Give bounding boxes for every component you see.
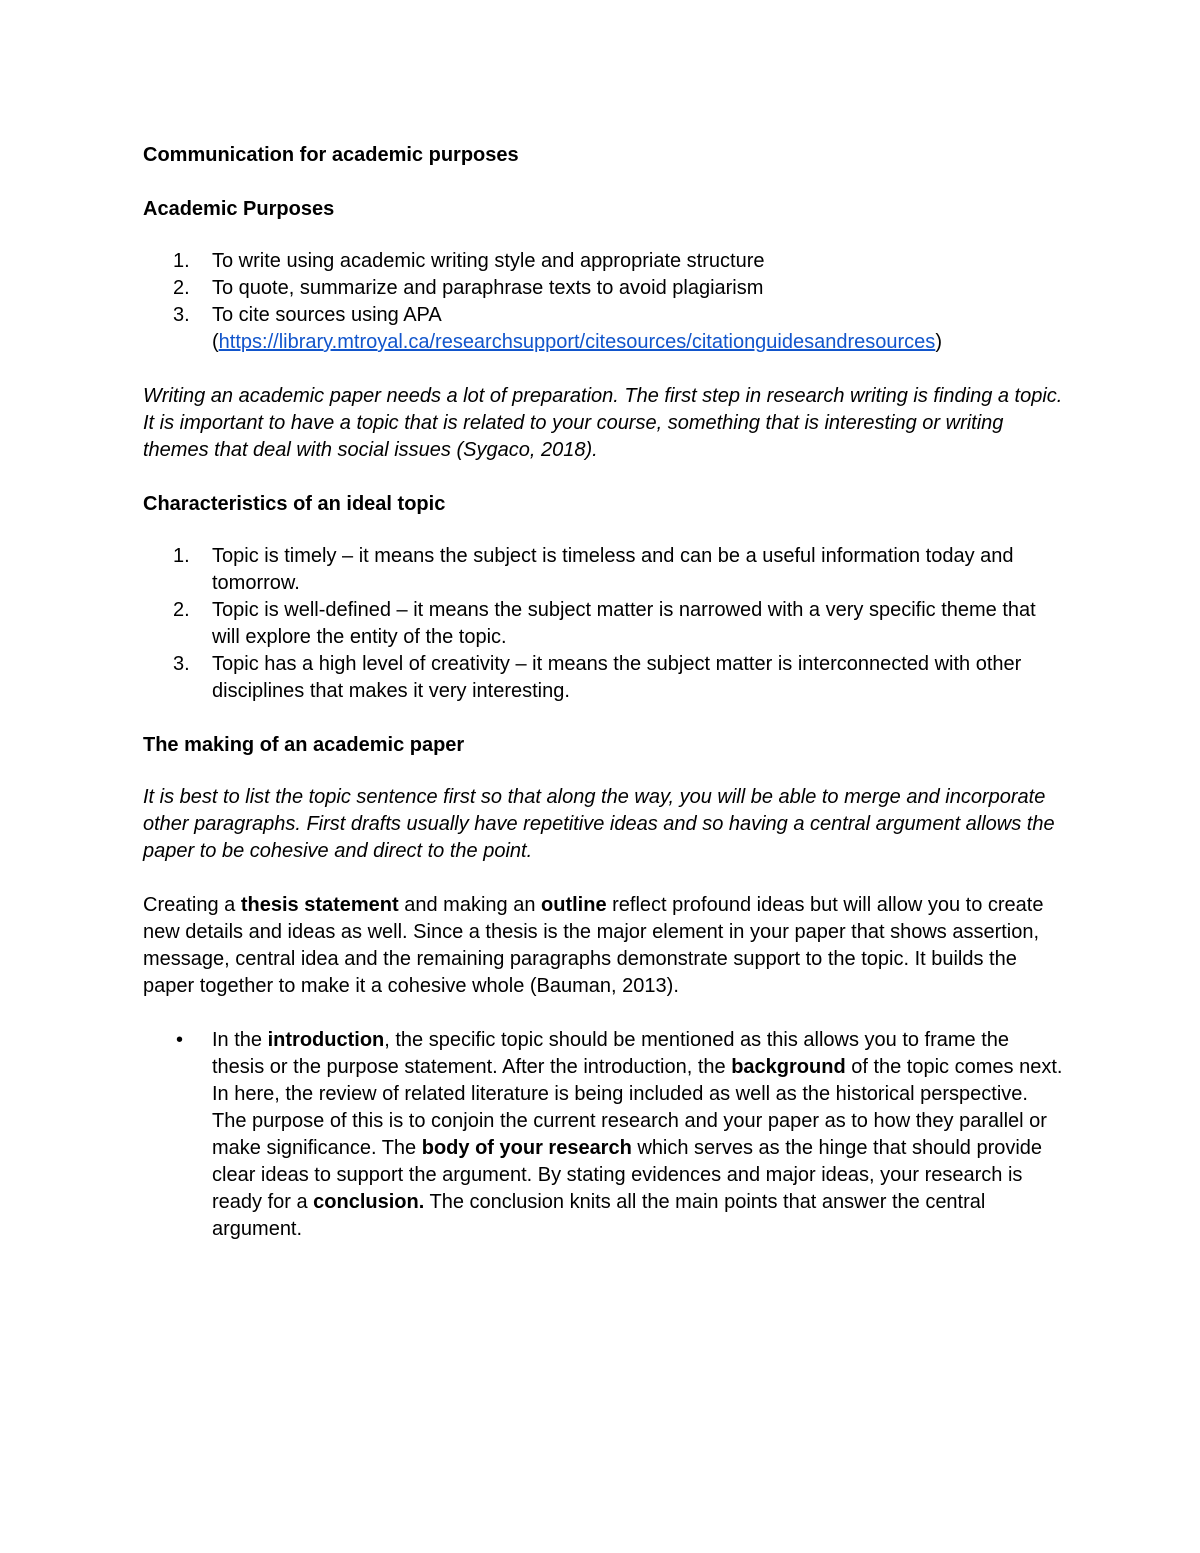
list-number: 2. <box>173 277 190 299</box>
list-item <box>143 651 1063 705</box>
list-item <box>143 543 1063 597</box>
list-item <box>143 302 1063 356</box>
apa-guide-link[interactable]: https://library.mtroyal.ca/researchsupport/citesources/citationguidesandresources <box>218 331 936 353</box>
list-item-text: Topic is timely – it means the subject is timeless and can be a useful information today and tomorrow. <box>212 545 1014 594</box>
academic-purposes-heading: Academic Purposes <box>143 198 335 220</box>
list-item-text: To quote, summarize and paraphrase texts to avoid plagiarism <box>212 277 764 299</box>
thesis-paragraph <box>143 892 1063 1000</box>
list-item-text: Topic is well-defined – it means the subject matter is narrowed with a very specific theme that will explore the entity of the topic. <box>212 599 1036 648</box>
making-paragraph: It is best to list the topic sentence first so that along the way, you will be able to merge and incorporate other paragraphs. First drafts usually have repetitive ideas and so having a central argument allows the paper to be cohesive and direct to the point. <box>143 786 1055 862</box>
list-number: 1. <box>173 250 190 272</box>
list-number: 3. <box>173 304 190 326</box>
text-run: , the specific topic should be mentioned as this allows you to frame the thesis or the purpose statement. After the introduction, the <box>212 1029 1010 1078</box>
bullet-item <box>143 1027 1063 1243</box>
list-item-text: Topic has a high level of creativity – it means the subject matter is interconnected with other disciplines that makes it very interesting. <box>212 653 1022 702</box>
list-item <box>143 275 1063 302</box>
text-run: of the topic comes next. In here, the review of related literature is being included as well as the historical perspective. The purpose of this is to conjoin the current research and your paper as to how they parallel or make significance. The <box>212 1056 1063 1159</box>
intro-paragraph: Writing an academic paper needs a lot of preparation. The first step in research writing is finding a topic. It is important to have a topic that is related to your course, something that is interesting or writing themes that deal with social issues (Sygaco, 2018). <box>143 385 1063 461</box>
bullet-icon: • <box>176 1029 184 1051</box>
bold-term-body-of-research: body of your research <box>421 1137 632 1159</box>
bold-term-background: background <box>731 1056 846 1078</box>
list-number: 3. <box>173 653 190 675</box>
academic-purposes-list <box>143 248 1063 356</box>
list-item-text: To cite sources using APA <box>212 304 442 326</box>
text-run: and making an <box>398 894 542 916</box>
apa-open-paren: ( <box>212 331 219 353</box>
paper-structure-list <box>143 1027 1063 1243</box>
making-heading: The making of an academic paper <box>143 734 465 756</box>
list-item <box>143 248 1063 275</box>
text-run: reflect profound ideas but will allow you to create new details and ideas as well. Since a thesis is the major element in your paper that shows assertion, message, central idea and the remaining paragraphs demonstrate support to the topic. It builds the paper together to make it a cohesive whole (Bauman, 2013). <box>143 894 1044 997</box>
characteristics-list <box>143 543 1063 705</box>
bold-term-conclusion: conclusion. <box>313 1191 425 1213</box>
apa-close-paren: ) <box>935 331 942 353</box>
text-run: which serves as the hinge that should provide clear ideas to support the argument. By stating evidences and major ideas, your research is ready for a <box>212 1137 1043 1213</box>
characteristics-heading: Characteristics of an ideal topic <box>143 493 446 515</box>
text-run: In the <box>212 1029 268 1051</box>
text-run: The conclusion knits all the main points that answer the central argument. <box>212 1191 986 1240</box>
list-item-text: To write using academic writing style and appropriate structure <box>212 250 765 272</box>
bold-term-thesis-statement: thesis statement <box>240 894 399 916</box>
document-page <box>143 142 1063 1243</box>
document-title: Communication for academic purposes <box>143 144 519 166</box>
bold-term-outline: outline <box>541 894 607 916</box>
list-item <box>143 597 1063 651</box>
list-number: 2. <box>173 599 190 621</box>
bold-term-introduction: introduction <box>267 1029 385 1051</box>
text-run: Creating a <box>143 894 241 916</box>
list-number: 1. <box>173 545 190 567</box>
